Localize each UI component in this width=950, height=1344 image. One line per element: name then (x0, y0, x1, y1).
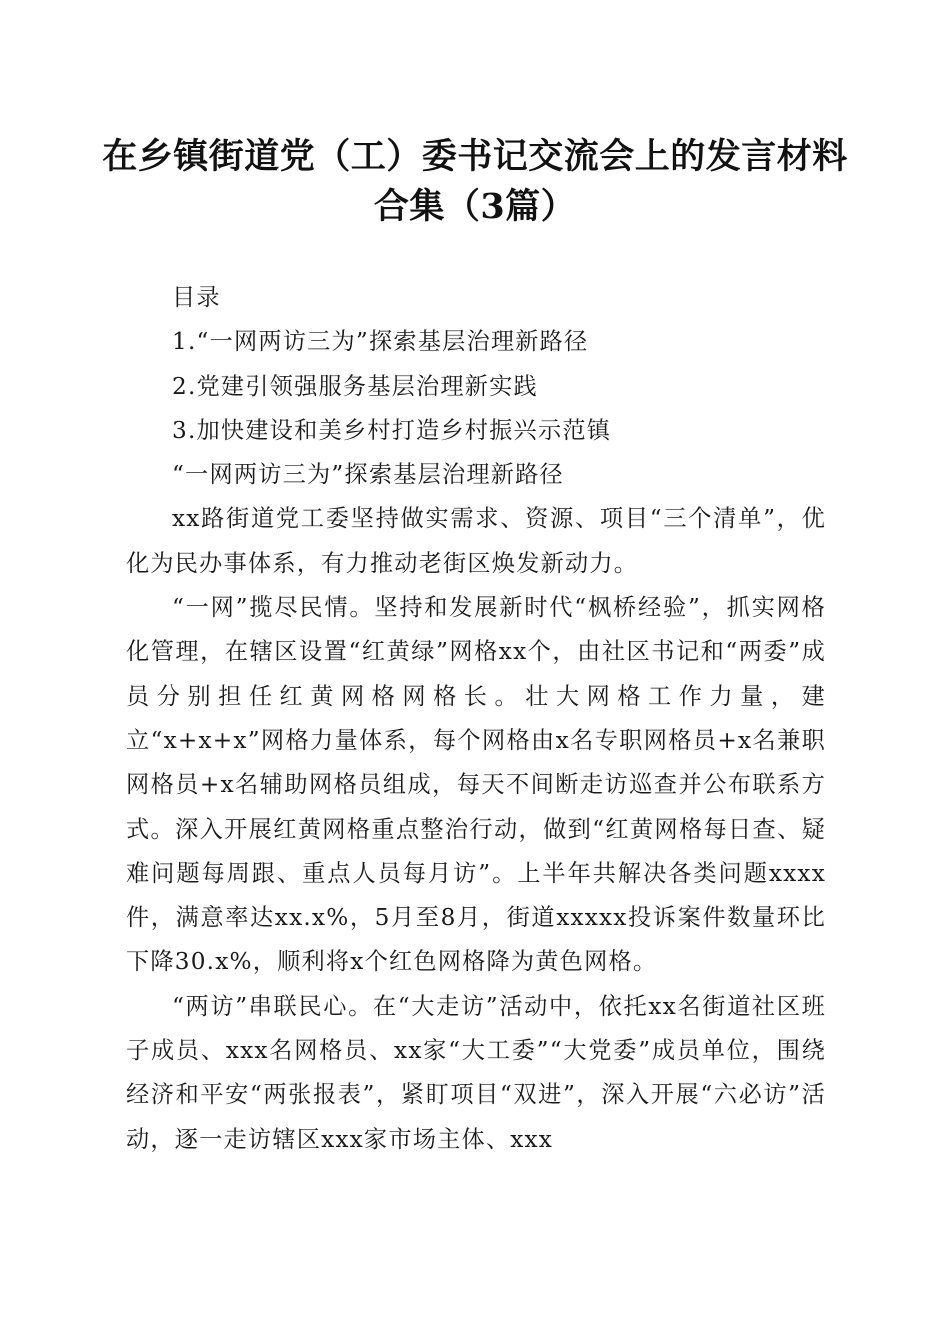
document-title: 在乡镇街道党（工）委书记交流会上的发言材料合集（3篇） (102, 136, 848, 227)
toc-item-2: 2.党建引领强服务基层治理新实践 (172, 372, 538, 400)
toc-label: 目录 (172, 284, 221, 311)
document-body (126, 276, 826, 1162)
paragraph-intro: xx路街道党工委坚持做实需求、资源、项目“三个清单”，优化为民办事体系，有力推动老街区焕发新动力。 (126, 505, 826, 577)
paragraph-one-net: “一网”揽尽民情。坚持和发展新时代“枫桥经验”，抓实网格化管理，在辖区设置“红黄绿”网格xx个，由社区书记和“两委”成员分别担任红黄网格网格长。壮大网格工作力量，建立“x+x+x”网格力量体系，每个网格由x名专职网格员+x名兼职网格员+x名辅助网格员组成，每天不间断走访巡查并公布联系方式。深入开展红黄网格重点整治行动，做到“红黄网格每日查、疑难问题每周跟、重点人员每月访”。上半年共解决各类问题xxxx件，满意率达xx.x%，5月至8月，街道xxxxx投诉案件数量环比下降30.x%，顺利将x个红色网格降为黄色网格。 (126, 594, 826, 976)
article-title: “一网两访三为”探索基层治理新路径 (172, 461, 564, 489)
toc-item-3: 3.加快建设和美乡村打造乡村振兴示范镇 (172, 416, 612, 444)
toc-item-1: 1.“一网两访三为”探索基层治理新路径 (172, 328, 589, 356)
paragraph-two-visits: “两访”串联民心。在“大走访”活动中，依托xx名街道社区班子成员、xxx名网格员、xx家“大工委”“大党委”成员单位，围绕经济和平安“两张报表”，紧盯项目“双进”，深入开展“六必访”活动，逐一走访辖区xxx家市场主体、xxx (126, 992, 826, 1153)
